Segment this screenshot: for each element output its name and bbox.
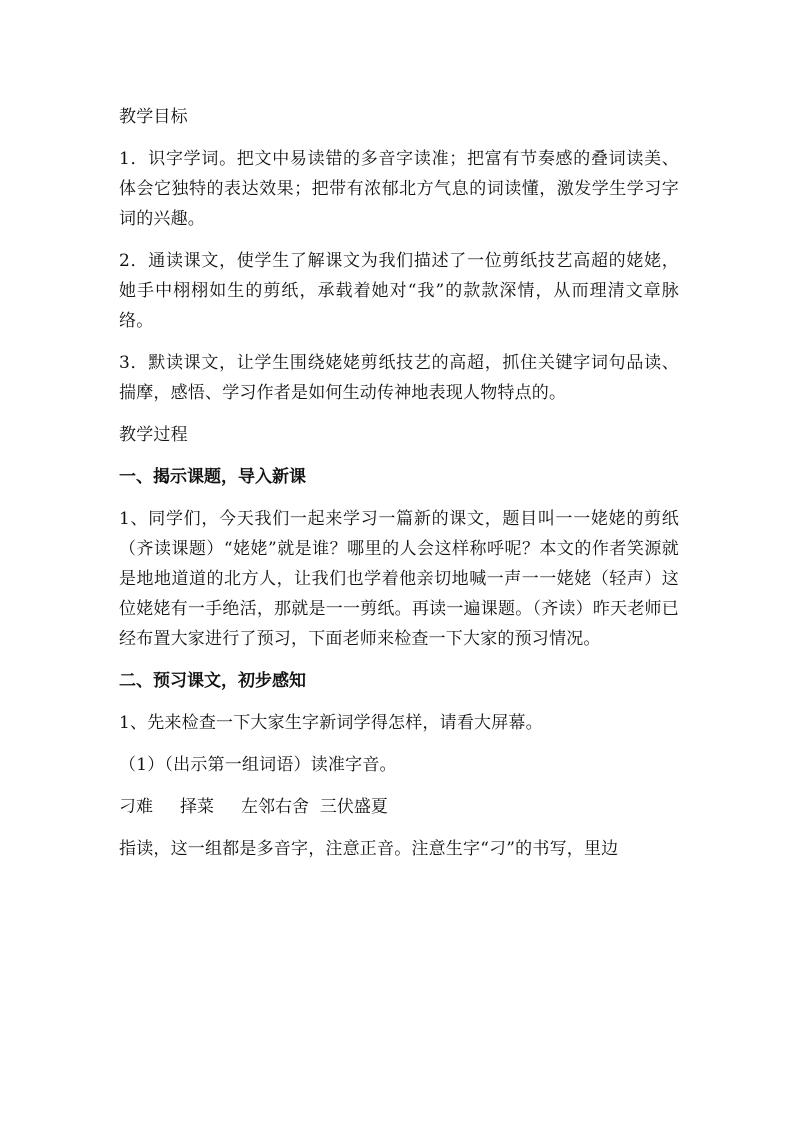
process-heading: 教学过程 bbox=[119, 425, 188, 445]
section-2-paragraph-1: 1、先来检查一下大家生字新词学得怎样，请看大屏幕。 bbox=[119, 713, 543, 733]
section-2-title: 二、预习课文，初步感知 bbox=[119, 671, 306, 691]
section-1-title: 一、揭示课题，导入新课 bbox=[119, 467, 306, 487]
goal-3-paragraph: 3．默读课文，让学生围绕姥姥剪纸技艺的高超，抓住关键字词句品读、揣摩，感悟、学习作者是如何生动传神地表现人物特点的。 bbox=[119, 353, 679, 403]
goals-heading: 教学目标 bbox=[119, 107, 188, 127]
section-2-paragraph-3: 指读，这一组都是多音字，注意正音。注意生字“刁”的书写，里边 bbox=[119, 839, 619, 859]
section-1-paragraph: 1、同学们，今天我们一起来学习一篇新的课文，题目叫一一姥姥的剪纸（齐读课题）“姥姥”就是谁？哪里的人会这样称呼呢？本文的作者笑源就是地地道道的北方人，让我们也学着他亲切地喊一声一一姥姥（轻声）这位姥姥有一手绝活，那就是一一剪纸。再读一遍课题。（齐读）昨天老师已经布置大家进行了预习，下面老师来检查一下大家的预习情况。 bbox=[119, 509, 679, 649]
goal-2-paragraph: 2．通读课文，使学生了解课文为我们描述了一位剪纸技艺高超的姥姥，她手中栩栩如生的剪纸，承载着她对“我”的款款深情，从而理清文章脉络。 bbox=[119, 251, 679, 331]
word-group-line: 刁难 择菜 左邻右舍 三伏盛夏 bbox=[119, 797, 388, 817]
goal-1-paragraph: 1．识字学词。把文中易读错的多音字读准；把富有节奏感的叠词读美、体会它独特的表达效果；把带有浓郁北方气息的词读懂，激发学生学习字词的兴趣。 bbox=[119, 149, 679, 229]
document-body bbox=[119, 102, 679, 876]
section-2-paragraph-2: （1）（出示第一组词语）读准字音。 bbox=[119, 755, 397, 775]
